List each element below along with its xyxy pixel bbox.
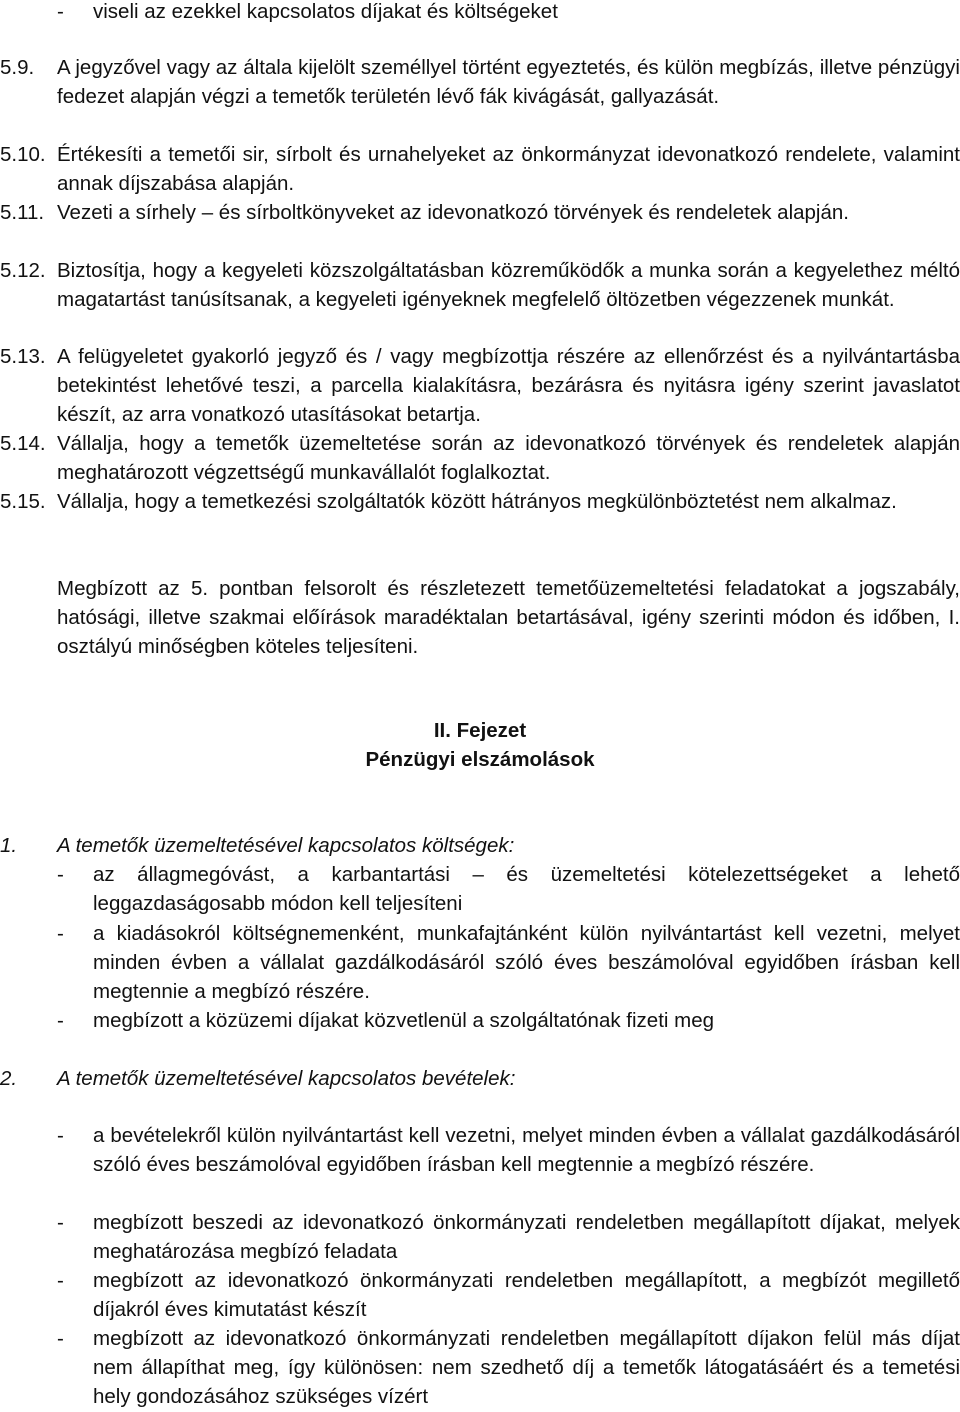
item-text: Vállalja, hogy a temetők üzemeltetése során az idevonatkozó törvények és rendeletek alapján meghatározott végzettségű munkavállalót foglalkoztat.	[57, 432, 960, 485]
list-item-text: a bevételekről külön nyilvántartást kell vezetni, melyet minden évben a vállalat gazdálkodásáról szóló éves beszámolóval egyidőben írásban kell megtennie a megbízó részére.	[93, 1124, 960, 1177]
numbered-item	[0, 342, 960, 430]
list-item	[57, 1208, 960, 1266]
list-item-text: megbízott beszedi az idevonatkozó önkormányzati rendeletben megállapított díjakat, melyek meghatározása megbízó feladata	[93, 1211, 960, 1264]
item-number: 5.9.	[0, 56, 35, 79]
numbered-item	[0, 53, 960, 111]
numbered-item	[0, 429, 960, 487]
section-heading	[0, 1064, 960, 1093]
item-text: Vállalja, hogy a temetkezési szolgáltatók között hátrányos megkülönböztetést nem alkalmaz.	[57, 490, 897, 513]
item-number: 5.12.	[0, 259, 46, 282]
numbered-item	[0, 198, 960, 227]
section-number: 2.	[0, 1067, 18, 1090]
list-item	[57, 1266, 960, 1324]
list-item-text: megbízott az idevonatkozó önkormányzati rendeletben megállapított, a megbízót megillető díjakról éves kimutatást készít	[93, 1269, 960, 1322]
bullet-dash: -	[57, 863, 64, 886]
bullet-dash: -	[57, 922, 64, 945]
numbered-item	[0, 140, 960, 198]
list-item	[57, 1006, 960, 1035]
chapter-title: Pénzügyi elszámolások	[365, 748, 595, 771]
list-item	[57, 919, 960, 1007]
chapter-number: II. Fejezet	[433, 719, 527, 742]
item-text: A felügyeletet gyakorló jegyző és / vagy megbízottja részére az ellenőrzést és a nyilvántartásba betekintést lehetővé teszi, a parcella kialakításra, bezárásra és nyitásra igény szerint javaslatot készít, az arra vonatkozó utasításokat betartja.	[57, 345, 960, 427]
item-text: Értékesíti a temetői sir, sírbolt és urnahelyeket az önkormányzat idevonatkozó rendelete, valamint annak díjszabása alapján.	[57, 143, 960, 196]
list-item	[57, 0, 960, 26]
numbered-item	[0, 256, 960, 314]
section-title: A temetők üzemeltetésével kapcsolatos költségek:	[57, 834, 515, 857]
item-text: Vezeti a sírhely – és sírboltkönyveket az idevonatkozó törvények és rendeletek alapján.	[57, 201, 849, 224]
bullet-dash: -	[57, 1211, 64, 1234]
bullet-dash: -	[57, 1124, 64, 1147]
list-item	[57, 1324, 960, 1412]
item-number: 5.11.	[0, 201, 45, 224]
section-title: A temetők üzemeltetésével kapcsolatos bevételek:	[57, 1067, 516, 1090]
section-heading	[0, 831, 960, 860]
section-number: 1.	[0, 834, 18, 857]
list-item-text: a kiadásokról költségnemenként, munkafajtánként külön nyilvántartást kell vezetni, melyet minden évben a vállalat gazdálkodásáról szóló éves beszámolóval egyidőben írásban kell megtennie a megbízó részére.	[93, 922, 960, 1004]
summary-paragraph: Megbízott az 5. pontban felsorolt és részletezett temetőüzemeltetési feladatokat a jogszabály, hatósági, illetve szakmai előírások maradéktalan betartásával, igény szerinti módon és időben, I. osztályú minőségben köteles teljesíteni.	[57, 577, 960, 659]
list-item-text: viseli az ezekkel kapcsolatos díjakat és költségeket	[93, 0, 558, 23]
bullet-dash: -	[57, 1009, 64, 1032]
bullet-dash: -	[57, 0, 64, 23]
list-item-text: az állagmegóvást, a karbantartási – és üzemeltetési kötelezettségeket a lehető leggazdaságosabb módon kell teljesíteni	[93, 863, 960, 916]
item-number: 5.10.	[0, 143, 46, 166]
list-item	[57, 860, 960, 918]
list-item	[57, 1121, 960, 1179]
item-number: 5.15.	[0, 490, 46, 513]
item-number: 5.14.	[0, 432, 46, 455]
item-number: 5.13.	[0, 345, 46, 368]
item-text: Biztosítja, hogy a kegyeleti közszolgáltatásban közreműködők a munka során a kegyelethez méltó magatartást tanúsítsanak, a kegyeleti igényeknek megfelelő öltözetben végezzenek munkát.	[57, 259, 960, 312]
list-item-text: megbízott az idevonatkozó önkormányzati rendeletben megállapított díjakon felül más díjat nem állapíthat meg, így különösen: nem szedhető díj a temetők látogatásáért és a temetési hely gondozásához szükséges vízért	[93, 1327, 960, 1409]
numbered-item	[0, 487, 960, 516]
bullet-dash: -	[57, 1327, 64, 1350]
item-text: A jegyzővel vagy az általa kijelölt személlyel történt egyeztetés, és külön megbízás, illetve pénzügyi fedezet alapján végzi a temetők területén lévő fák kivágását, gallyazását.	[57, 56, 960, 109]
bullet-dash: -	[57, 1269, 64, 1292]
list-item-text: megbízott a közüzemi díjakat közvetlenül a szolgáltatónak fizeti meg	[93, 1009, 715, 1032]
